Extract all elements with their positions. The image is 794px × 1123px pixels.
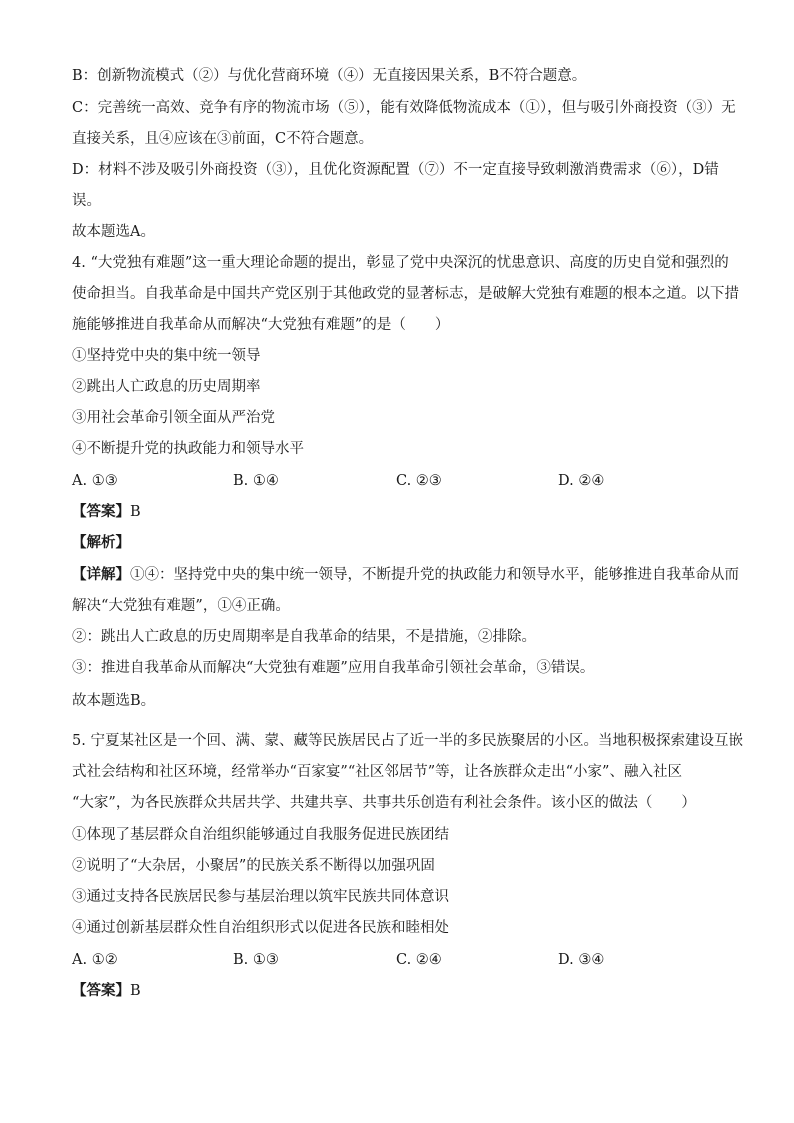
answer-value: B — [130, 504, 141, 520]
q4-item-1: ①坚持党中央的集中统一领导 — [72, 348, 261, 364]
q4-option-b: B. ①④ — [233, 473, 279, 489]
q5-stem-line1: 5. 宁夏某社区是一个回、满、蒙、藏等民族居民占了近一半的多民族聚居的小区。当地积极探索建设互嵌 — [72, 733, 743, 749]
q4-option-a: A. ①③ — [72, 473, 118, 489]
detail-text: ①④：坚持党中央的集中统一领导，不断提升党的执政能力和领导水平，能够推进自我革命从而 — [130, 567, 739, 583]
answer-tag: 【答案】 — [72, 503, 130, 520]
analysis-option-c-line1: C：完善统一高效、竞争有序的物流市场（⑤），能有效降低物流成本（①），但与吸引外商投资（③）无 — [72, 100, 736, 116]
q5-item-3: ③通过支持各民族居民参与基层治理以筑牢民族共同体意识 — [72, 889, 449, 905]
q4-detail-line1 — [72, 565, 739, 585]
q4-option-c: C. ②③ — [396, 473, 442, 489]
q5-stem-line2: 式社会结构和社区环境，经常举办“百家宴”“社区邻居节”等，让各族群众走出“小家”、融入社区 — [72, 764, 682, 780]
q5-option-b: B. ①③ — [233, 952, 279, 968]
q4-detail-line4: ③：推进自我革命从而解决“大党独有难题”应用自我革命引领社会革命，③错误。 — [72, 660, 595, 676]
q4-stem-line3: 施能够推进自我革命从而解决“大党独有难题”的是（ ） — [72, 317, 450, 333]
analysis-option-c-line2: 直接关系，且④应该在③前面，C不符合题意。 — [72, 131, 374, 147]
q5-stem-line3: “大家”，为各民族群众共居共学、共建共享、共事共乐创造有利社会条件。该小区的做法（ ） — [72, 795, 696, 811]
q4-stem-line1: 4. “大党独有难题”这一重大理论命题的提出，彰显了党中央深沉的忧患意识、高度的历史自觉和强烈的 — [72, 255, 729, 271]
q5-item-2: ②说明了“大杂居，小聚居”的民族关系不断得以加强巩固 — [72, 858, 435, 874]
q4-item-3: ③用社会革命引领全面从严治党 — [72, 410, 275, 426]
answer-value: B — [130, 983, 141, 999]
q3-conclusion: 故本题选A。 — [72, 224, 155, 240]
q5-answer — [72, 981, 722, 1001]
q4-detail-line3: ②：跳出人亡政息的历史周期率是自我革命的结果，不是措施，②排除。 — [72, 629, 536, 645]
q5-option-d: D. ③④ — [558, 952, 605, 968]
analysis-option-d-line2: 误。 — [72, 193, 101, 209]
q5-option-c: C. ②④ — [396, 952, 442, 968]
q4-analysis-heading — [72, 533, 722, 553]
q4-answer — [72, 502, 722, 522]
detail-tag: 【详解】 — [72, 566, 130, 583]
q4-conclusion: 故本题选B。 — [72, 693, 156, 709]
analysis-option-b: B：创新物流模式（②）与优化营商环境（④）无直接因果关系，B不符合题意。 — [72, 68, 587, 84]
q5-item-1: ①体现了基层群众自治组织能够通过自我服务促进民族团结 — [72, 827, 449, 843]
analysis-tag: 【解析】 — [72, 534, 130, 551]
q4-detail-line2: 解决“大党独有难题”，①④正确。 — [72, 598, 290, 614]
answer-tag: 【答案】 — [72, 982, 130, 999]
analysis-option-d-line1: D：材料不涉及吸引外商投资（③），且优化资源配置（⑦）不一定直接导致刺激消费需求（⑥），D错 — [72, 162, 719, 178]
q4-stem-line2: 使命担当。自我革命是中国共产党区别于其他政党的显著标志，是破解大党独有难题的根本之道。以下措 — [72, 286, 739, 302]
q5-option-a: A. ①② — [72, 952, 118, 968]
q4-option-d: D. ②④ — [558, 473, 605, 489]
q4-item-2: ②跳出人亡政息的历史周期率 — [72, 379, 261, 395]
q5-item-4: ④通过创新基层群众性自治组织形式以促进各民族和睦相处 — [72, 920, 449, 936]
q4-item-4: ④不断提升党的执政能力和领导水平 — [72, 441, 304, 457]
